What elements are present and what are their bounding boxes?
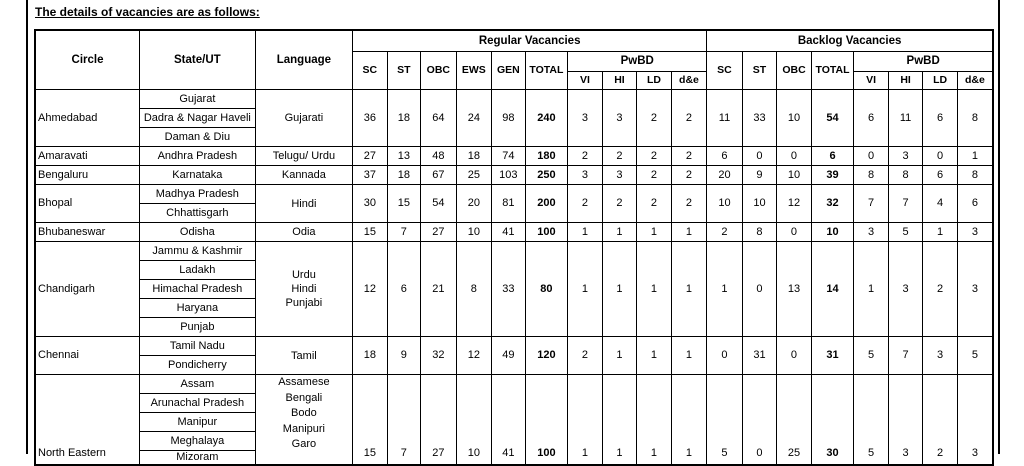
back_pwbd-cell: 3	[923, 337, 958, 375]
backlog-cell: 10	[777, 166, 812, 185]
back_pwbd-cell: 1	[923, 223, 958, 242]
backlog-cell: 2	[707, 223, 743, 242]
language-name: Gujarati	[284, 112, 324, 124]
header-reg-total: TOTAL	[525, 52, 568, 90]
regular-cell: 103	[492, 166, 525, 185]
back_pwbd-cell: 0	[923, 147, 958, 166]
regular-cell: 10	[456, 375, 492, 466]
reg_pwbd-cell: 1	[637, 337, 672, 375]
regular-cell: 41	[492, 375, 525, 466]
language-name: Hindi	[291, 283, 317, 295]
state-cell: Gujarat	[140, 90, 256, 109]
language-name: Assamese	[278, 376, 330, 388]
reg_pwbd-cell: 1	[637, 375, 672, 466]
reg_pwbd-cell: 2	[671, 185, 707, 223]
state-cell: Himachal Pradesh	[140, 280, 256, 299]
circle-cell: Bhopal	[35, 185, 140, 223]
regular-cell: 240	[525, 90, 568, 147]
backlog-cell: 10	[777, 90, 812, 147]
regular-cell: 12	[456, 337, 492, 375]
language-name: Bengali	[285, 391, 323, 404]
state-cell: Chhattisgarh	[140, 204, 256, 223]
backlog-cell: 31	[742, 337, 777, 375]
regular-cell: 37	[353, 166, 388, 185]
back_pwbd-cell: 2	[923, 242, 958, 337]
back_pwbd-cell: 5	[854, 375, 889, 466]
language-name: Kannada	[281, 169, 326, 181]
backlog-cell: 12	[777, 185, 812, 223]
back_pwbd-cell: 6	[923, 90, 958, 147]
backlog-cell: 14	[811, 242, 854, 337]
back_pwbd-cell: 5	[957, 337, 993, 375]
back_pwbd-cell: 11	[888, 90, 923, 147]
language-name: Urdu	[291, 269, 316, 281]
regular-cell: 12	[353, 242, 388, 337]
back_pwbd-cell: 7	[888, 185, 923, 223]
regular-cell: 25	[456, 166, 492, 185]
regular-cell: 20	[456, 185, 492, 223]
reg_pwbd-cell: 1	[671, 375, 707, 466]
regular-cell: 250	[525, 166, 568, 185]
back_pwbd-cell: 3	[888, 375, 923, 466]
language-cell	[255, 242, 352, 337]
regular-cell: 18	[387, 166, 420, 185]
backlog-cell: 25	[777, 375, 812, 466]
backlog-cell: 0	[742, 375, 777, 466]
reg_pwbd-cell: 2	[671, 147, 707, 166]
back_pwbd-cell: 8	[888, 166, 923, 185]
header-back-ld: LD	[923, 72, 958, 90]
language-name: Punjabi	[285, 297, 323, 309]
reg_pwbd-cell: 1	[602, 375, 637, 466]
table-row	[35, 337, 993, 356]
backlog-cell: 6	[811, 147, 854, 166]
regular-cell: 13	[387, 147, 420, 166]
reg_pwbd-cell: 3	[602, 90, 637, 147]
language-name: Tamil	[291, 349, 317, 362]
table-row	[35, 223, 993, 242]
header-back-total: TOTAL	[811, 52, 854, 90]
regular-cell: 15	[353, 223, 388, 242]
reg_pwbd-cell: 2	[637, 90, 672, 147]
reg_pwbd-cell: 1	[568, 375, 603, 466]
regular-cell: 7	[387, 375, 420, 466]
language-cell	[255, 185, 352, 223]
table-row	[35, 242, 993, 261]
back_pwbd-cell: 5	[888, 223, 923, 242]
header-reg-de: d&e	[671, 72, 707, 90]
regular-cell: 200	[525, 185, 568, 223]
regular-cell: 49	[492, 337, 525, 375]
regular-cell: 27	[421, 375, 457, 466]
language-name: Odia	[292, 226, 316, 238]
back_pwbd-cell: 2	[923, 375, 958, 466]
backlog-cell: 0	[777, 147, 812, 166]
reg_pwbd-cell: 2	[602, 185, 637, 223]
regular-cell: 36	[353, 90, 388, 147]
table-row	[35, 375, 993, 394]
reg_pwbd-cell: 3	[602, 166, 637, 185]
backlog-cell: 39	[811, 166, 854, 185]
table-row	[35, 147, 993, 166]
table-row	[35, 90, 993, 109]
regular-cell: 27	[353, 147, 388, 166]
language-cell	[255, 166, 352, 185]
header-reg-ld: LD	[637, 72, 672, 90]
regular-cell: 100	[525, 375, 568, 466]
regular-cell: 180	[525, 147, 568, 166]
table-row	[35, 185, 993, 204]
reg_pwbd-cell: 1	[671, 337, 707, 375]
back_pwbd-cell: 6	[854, 90, 889, 147]
backlog-cell: 11	[707, 90, 743, 147]
backlog-cell: 0	[777, 223, 812, 242]
table-row	[35, 166, 993, 185]
regular-cell: 33	[492, 242, 525, 337]
regular-cell: 18	[456, 147, 492, 166]
language-name: Bodo	[291, 407, 317, 419]
backlog-cell: 32	[811, 185, 854, 223]
regular-cell: 54	[421, 185, 457, 223]
backlog-cell: 30	[811, 375, 854, 466]
backlog-cell: 8	[742, 223, 777, 242]
back_pwbd-cell: 7	[888, 337, 923, 375]
reg_pwbd-cell: 2	[671, 90, 707, 147]
reg_pwbd-cell: 2	[637, 166, 672, 185]
reg_pwbd-cell: 1	[637, 242, 672, 337]
reg_pwbd-cell: 2	[568, 147, 603, 166]
reg_pwbd-cell: 1	[671, 242, 707, 337]
back_pwbd-cell: 8	[957, 90, 993, 147]
backlog-cell: 0	[742, 242, 777, 337]
state-cell: Meghalaya	[140, 432, 256, 451]
reg_pwbd-cell: 1	[602, 242, 637, 337]
language-name: Manipuri	[282, 422, 325, 435]
regular-cell: 27	[421, 223, 457, 242]
regular-cell: 10	[456, 223, 492, 242]
state-cell: Madhya Pradesh	[140, 185, 256, 204]
reg_pwbd-cell: 2	[568, 337, 603, 375]
reg_pwbd-cell: 2	[637, 185, 672, 223]
language-name: Garo	[291, 438, 317, 450]
backlog-cell: 0	[742, 147, 777, 166]
regular-cell: 74	[492, 147, 525, 166]
state-cell: Haryana	[140, 299, 256, 318]
circle-cell: Amaravati	[35, 147, 140, 166]
regular-cell: 7	[387, 223, 420, 242]
backlog-cell: 10	[707, 185, 743, 223]
header-reg-obc: OBC	[421, 52, 457, 90]
regular-cell: 30	[353, 185, 388, 223]
header-regular-vacancies: Regular Vacancies	[353, 30, 707, 52]
circle-cell: Chandigarh	[35, 242, 140, 337]
header-state: State/UT	[140, 30, 256, 90]
language-cell	[255, 90, 352, 147]
header-reg-sc: SC	[353, 52, 388, 90]
header-language: Language	[255, 30, 352, 90]
regular-cell: 18	[387, 90, 420, 147]
header-reg-ews: EWS	[456, 52, 492, 90]
back_pwbd-cell: 3	[957, 375, 993, 466]
reg_pwbd-cell: 1	[568, 242, 603, 337]
header-back-obc: OBC	[777, 52, 812, 90]
state-cell: Arunachal Pradesh	[140, 394, 256, 413]
regular-cell: 21	[421, 242, 457, 337]
back_pwbd-cell: 3	[888, 147, 923, 166]
state-cell: Jammu & Kashmir	[140, 242, 256, 261]
table-body	[35, 90, 993, 466]
backlog-cell: 33	[742, 90, 777, 147]
header-back-hi: HI	[888, 72, 923, 90]
reg_pwbd-cell: 2	[671, 166, 707, 185]
back_pwbd-cell: 8	[854, 166, 889, 185]
backlog-cell: 1	[707, 242, 743, 337]
regular-cell: 6	[387, 242, 420, 337]
regular-cell: 81	[492, 185, 525, 223]
backlog-cell: 20	[707, 166, 743, 185]
reg_pwbd-cell: 1	[602, 337, 637, 375]
reg_pwbd-cell: 1	[637, 223, 672, 242]
state-cell: Daman & Diu	[140, 128, 256, 147]
regular-cell: 67	[421, 166, 457, 185]
back_pwbd-cell: 3	[854, 223, 889, 242]
header-back-pwbd: PwBD	[854, 52, 993, 72]
state-cell: Dadra & Nagar Haveli	[140, 109, 256, 128]
reg_pwbd-cell: 1	[671, 223, 707, 242]
state-cell: Punjab	[140, 318, 256, 337]
header-circle: Circle	[35, 30, 140, 90]
language-cell	[255, 375, 352, 466]
regular-cell: 80	[525, 242, 568, 337]
reg_pwbd-cell: 3	[568, 166, 603, 185]
language-cell	[255, 223, 352, 242]
back_pwbd-cell: 3	[957, 223, 993, 242]
header-back-de: d&e	[957, 72, 993, 90]
circle-cell: Ahmedabad	[35, 90, 140, 147]
reg_pwbd-cell: 3	[568, 90, 603, 147]
circle-cell: Bengaluru	[35, 166, 140, 185]
circle-cell: Chennai	[35, 337, 140, 375]
state-cell: Ladakh	[140, 261, 256, 280]
backlog-cell: 9	[742, 166, 777, 185]
back_pwbd-cell: 6	[957, 185, 993, 223]
backlog-cell: 0	[707, 337, 743, 375]
circle-cell: Bhubaneswar	[35, 223, 140, 242]
back_pwbd-cell: 8	[957, 166, 993, 185]
back_pwbd-cell: 4	[923, 185, 958, 223]
back_pwbd-cell: 6	[923, 166, 958, 185]
back_pwbd-cell: 0	[854, 147, 889, 166]
state-cell: Odisha	[140, 223, 256, 242]
header-reg-st: ST	[387, 52, 420, 90]
back_pwbd-cell: 1	[854, 242, 889, 337]
reg_pwbd-cell: 2	[568, 185, 603, 223]
backlog-cell: 54	[811, 90, 854, 147]
state-cell: Mizoram	[140, 451, 256, 466]
vacancy-table	[34, 29, 994, 466]
regular-cell: 120	[525, 337, 568, 375]
header-backlog-vacancies: Backlog Vacancies	[707, 30, 993, 52]
regular-cell: 32	[421, 337, 457, 375]
state-cell: Karnataka	[140, 166, 256, 185]
regular-cell: 8	[456, 242, 492, 337]
backlog-cell: 10	[742, 185, 777, 223]
backlog-cell: 13	[777, 242, 812, 337]
back_pwbd-cell: 3	[888, 242, 923, 337]
reg_pwbd-cell: 1	[602, 223, 637, 242]
regular-cell: 24	[456, 90, 492, 147]
state-cell: Tamil Nadu	[140, 337, 256, 356]
regular-cell: 15	[387, 185, 420, 223]
regular-cell: 48	[421, 147, 457, 166]
reg_pwbd-cell: 1	[568, 223, 603, 242]
header-back-sc: SC	[707, 52, 743, 90]
regular-cell: 9	[387, 337, 420, 375]
reg_pwbd-cell: 2	[602, 147, 637, 166]
back_pwbd-cell: 3	[957, 242, 993, 337]
state-cell: Pondicherry	[140, 356, 256, 375]
language-cell	[255, 337, 352, 375]
language-cell	[255, 147, 352, 166]
backlog-cell: 6	[707, 147, 743, 166]
header-reg-hi: HI	[602, 72, 637, 90]
back_pwbd-cell: 1	[957, 147, 993, 166]
backlog-cell: 31	[811, 337, 854, 375]
section-heading: The details of vacancies are as follows:	[35, 5, 260, 19]
header-back-vi: VI	[854, 72, 889, 90]
regular-cell: 15	[353, 375, 388, 466]
reg_pwbd-cell: 2	[637, 147, 672, 166]
language-name: Hindi	[291, 197, 317, 210]
back_pwbd-cell: 5	[854, 337, 889, 375]
state-cell: Assam	[140, 375, 256, 394]
state-cell: Andhra Pradesh	[140, 147, 256, 166]
regular-cell: 41	[492, 223, 525, 242]
regular-cell: 64	[421, 90, 457, 147]
header-back-st: ST	[742, 52, 777, 90]
header-reg-pwbd: PwBD	[568, 52, 707, 72]
regular-cell: 98	[492, 90, 525, 147]
backlog-cell: 10	[811, 223, 854, 242]
language-name: Telugu/ Urdu	[272, 150, 336, 162]
backlog-cell: 5	[707, 375, 743, 466]
back_pwbd-cell: 7	[854, 185, 889, 223]
header-reg-gen: GEN	[492, 52, 525, 90]
circle-cell: North Eastern	[35, 375, 140, 466]
regular-cell: 18	[353, 337, 388, 375]
regular-cell: 100	[525, 223, 568, 242]
header-reg-vi: VI	[568, 72, 603, 90]
state-cell: Manipur	[140, 413, 256, 432]
backlog-cell: 0	[777, 337, 812, 375]
